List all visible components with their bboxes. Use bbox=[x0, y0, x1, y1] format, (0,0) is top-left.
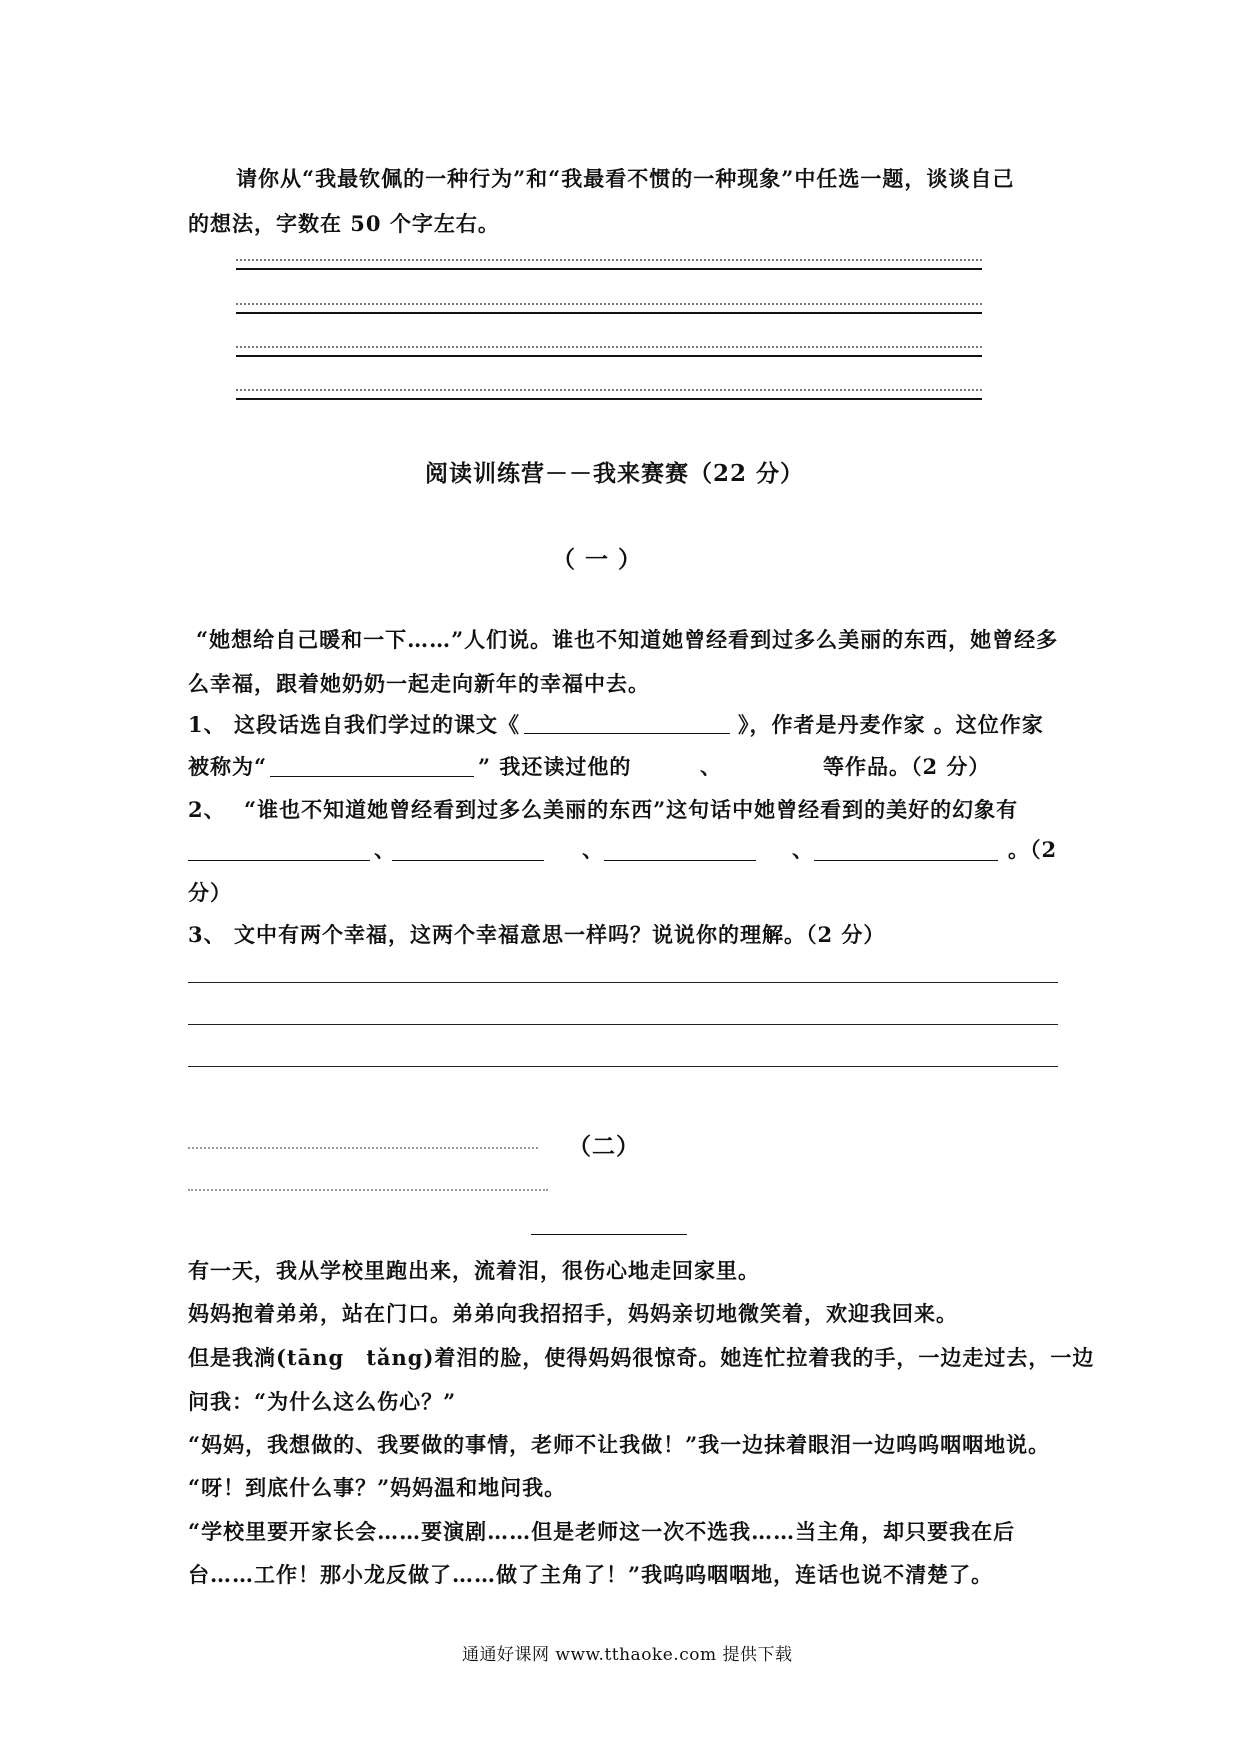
q3-answer-line[interactable] bbox=[188, 982, 1058, 983]
q3-text: 文中有两个幸福，这两个幸福意思一样吗？说说你的理解。（2 分） bbox=[234, 922, 886, 947]
q2-text: “谁也不知道她曾经看到过多么美丽的东西”这句话中她曾经看到的美好的幻象有 bbox=[244, 797, 1019, 822]
passage2-line: 妈妈抱着弟弟，站在门口。弟弟向我招招手，妈妈亲切地微笑着，欢迎我回来。 bbox=[188, 1301, 958, 1326]
q1-blank-nickname[interactable] bbox=[270, 776, 474, 777]
passage-line-2: 么幸福，跟着她奶奶一起走向新年的幸福中去。 bbox=[188, 671, 650, 696]
q2-number: 2、 bbox=[188, 797, 226, 822]
q1-blank-title[interactable] bbox=[524, 733, 730, 734]
q3-answer-line[interactable] bbox=[188, 1024, 1058, 1025]
q1-text-c: 被称为“ bbox=[188, 754, 268, 779]
q2-blank-2[interactable] bbox=[392, 860, 544, 861]
dotted-row bbox=[188, 1189, 548, 1191]
passage-line-1: “她想给自己暖和一下……”人们说。谁也不知道她曾经看到过多么美丽的东西，她曾经多 bbox=[196, 627, 1059, 652]
passage2-line: “学校里要开家长会……要演剧……但是老师这一次不选我……当主角，却只要我在后 bbox=[188, 1519, 1016, 1544]
passage2-line: 有一天，我从学校里跑出来，流着泪，很伤心地走回家里。 bbox=[188, 1258, 760, 1283]
q1-number: 1、 bbox=[188, 712, 226, 737]
part1-heading: （ 一 ） bbox=[552, 546, 643, 573]
q2-blank-4[interactable] bbox=[814, 860, 998, 861]
intro-line-2: 的想法，字数在 50 个字左右。 bbox=[188, 211, 500, 236]
passage2-line: 问我：“为什么这么伤心？” bbox=[188, 1389, 457, 1414]
q2-separator: 、 bbox=[792, 837, 814, 862]
passage2-line: 台……工作！那小龙反做了……做了主角了！”我呜呜咽咽地，连话也说不清楚了。 bbox=[188, 1562, 994, 1587]
q2-blank-3[interactable] bbox=[604, 860, 756, 861]
q1-text-b: 》，作者是丹麦作家 。这位作家 bbox=[738, 712, 1044, 737]
page-footer: 通通好课网 www.tthaoke.com 提供下载 bbox=[462, 1645, 793, 1665]
q1-text-f: 等作品。（2 分） bbox=[823, 754, 991, 779]
passage2-line: “妈妈，我想做的、我要做的事情，老师不让我做！”我一边抹着眼泪一边呜呜咽咽地说。 bbox=[188, 1432, 1051, 1457]
part2-heading: （二） bbox=[568, 1133, 640, 1160]
section-title: 阅读训练营－－我来赛赛（22 分） bbox=[425, 460, 805, 487]
passage2-line: “呀！到底什么事？”妈妈温和地问我。 bbox=[188, 1475, 567, 1500]
q3-answer-line[interactable] bbox=[188, 1066, 1058, 1067]
passage2-line: 但是我淌(tāng tǎng)着泪的脸，使得妈妈很惊奇。她连忙拉着我的手，一边走过去，一边 bbox=[188, 1345, 1095, 1370]
part2-title-blank[interactable] bbox=[531, 1234, 687, 1235]
intro-line-1: 请你从“我最钦佩的一种行为”和“我最看不惯的一种现象”中任选一题，谈谈自己 bbox=[236, 166, 1015, 191]
q2-separator: 、 bbox=[374, 837, 396, 862]
q1-text-e: 、 bbox=[700, 754, 722, 779]
q2-blank-1[interactable] bbox=[188, 860, 370, 861]
q1-text-d: ” 我还读过他的 bbox=[478, 754, 632, 779]
q2-end: 。（2 bbox=[1008, 837, 1058, 862]
q2-end-2: 分） bbox=[188, 880, 232, 905]
q2-separator: 、 bbox=[582, 837, 604, 862]
q3-number: 3、 bbox=[188, 922, 226, 947]
q1-text-a: 这段话选自我们学过的课文《 bbox=[234, 712, 520, 737]
dotted-row bbox=[188, 1147, 538, 1149]
